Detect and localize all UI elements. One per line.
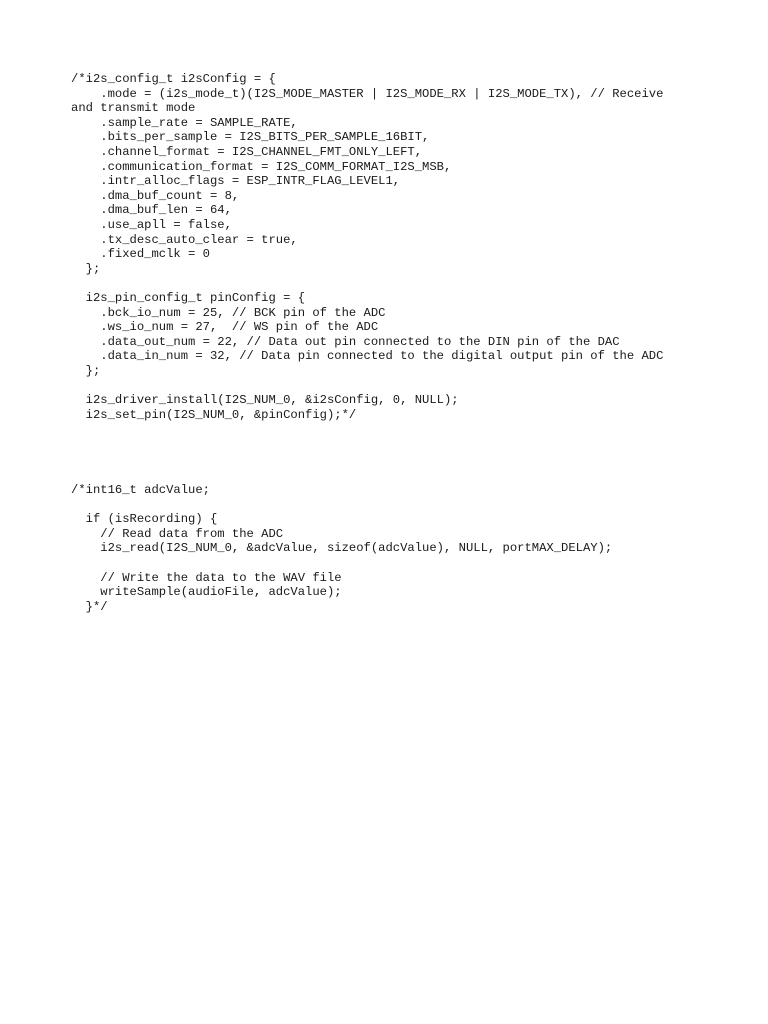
code-line: writeSample(audioFile, adcValue); (71, 585, 342, 600)
code-line: .communication_format = I2S_COMM_FORMAT_I2S_MSB, (71, 159, 452, 174)
code-line (71, 276, 711, 291)
code-line: }; (71, 363, 101, 378)
code-line: .fixed_mclk = 0 (71, 247, 210, 262)
code-line: .bits_per_sample = I2S_BITS_PER_SAMPLE_16BIT, (71, 130, 430, 145)
code-line (71, 378, 711, 393)
code-line: /*int16_t adcValue; (71, 483, 210, 497)
code-line: i2s_read(I2S_NUM_0, &adcValue, sizeof(adcValue), NULL, portMAX_DELAY); (71, 541, 613, 556)
code-line: i2s_driver_install(I2S_NUM_0, &i2sConfig, 0, NULL); (71, 393, 459, 408)
code-line: .dma_buf_count = 8, (71, 188, 240, 203)
code-line: if (isRecording) { (71, 512, 218, 527)
code-block-i2s-config (71, 72, 711, 422)
code-line: i2s_set_pin(I2S_NUM_0, &pinConfig);*/ (71, 407, 357, 422)
code-line: .intr_alloc_flags = ESP_INTR_FLAG_LEVEL1, (71, 174, 401, 189)
code-line: .data_in_num = 32, // Data pin connected to the digital output pin of the ADC (71, 349, 664, 364)
code-block-adc-read (71, 483, 711, 614)
code-line: }; (71, 261, 101, 276)
code-line: and transmit mode (71, 101, 196, 116)
code-line: .mode = (i2s_mode_t)(I2S_MODE_MASTER | I2S_MODE_RX | I2S_MODE_TX), // Receive (71, 86, 664, 101)
code-line: .bck_io_num = 25, // BCK pin of the ADC (71, 305, 386, 320)
code-line: }*/ (71, 599, 108, 614)
code-line: i2s_pin_config_t pinConfig = { (71, 290, 306, 305)
code-line: .data_out_num = 22, // Data out pin connected to the DIN pin of the DAC (71, 334, 620, 349)
code-line: .tx_desc_auto_clear = true, (71, 232, 298, 247)
code-line: .use_apll = false, (71, 217, 232, 232)
code-line: // Write the data to the WAV file (71, 570, 342, 585)
code-line (71, 498, 711, 513)
code-line: .dma_buf_len = 64, (71, 203, 232, 218)
code-line: /*i2s_config_t i2sConfig = { (71, 72, 276, 86)
code-line: // Read data from the ADC (71, 526, 284, 541)
code-line: .ws_io_num = 27, // WS pin of the ADC (71, 320, 379, 335)
code-line: .sample_rate = SAMPLE_RATE, (71, 115, 298, 130)
code-line (71, 556, 711, 571)
code-line: .channel_format = I2S_CHANNEL_FMT_ONLY_LEFT, (71, 144, 423, 159)
